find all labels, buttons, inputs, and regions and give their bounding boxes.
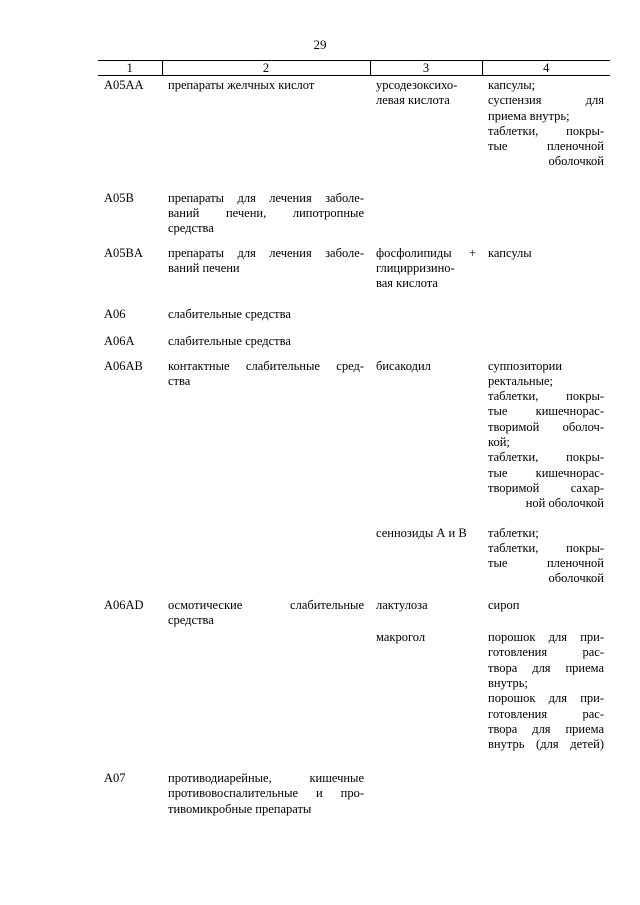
dosage-form-line: внутрь (для детей)	[488, 737, 604, 752]
dosage-form-line: готовления рас-	[488, 706, 604, 721]
dosage-form-cell	[482, 769, 610, 829]
dosage-form-line: ректальные;	[488, 373, 554, 388]
group-name-line: тивомикробные препараты	[168, 801, 312, 816]
dosage-form-line: готовления рас-	[488, 645, 604, 660]
dosage-form-line: таблетки;	[488, 525, 539, 540]
dosage-form-line: твора для приема	[488, 660, 604, 675]
dosage-form-line: творимой оболоч-	[488, 419, 604, 434]
atc-code-cell: A05BA	[104, 245, 143, 260]
substance-name-cell	[370, 357, 482, 524]
substance-name-cell	[370, 244, 482, 305]
dosage-form-line: кой;	[488, 434, 510, 449]
table-row	[98, 524, 610, 596]
dosage-form-line: капсулы;	[488, 78, 536, 92]
table-row	[98, 357, 610, 524]
group-name-line: ваний печени, липотропные	[168, 205, 364, 220]
substance-name-cell	[370, 332, 482, 357]
group-name-line: средства	[168, 221, 214, 236]
table-row	[98, 76, 610, 189]
substance-name-line: лактулоза	[376, 597, 428, 612]
page-number: 29	[313, 37, 327, 52]
atc-code-cell: A05B	[104, 190, 134, 205]
atc-code-cell: A06	[104, 306, 126, 321]
substance-name-cell	[370, 628, 482, 769]
group-name-line: противовоспалительные и про-	[168, 786, 364, 801]
dosage-form-cell	[482, 244, 610, 305]
group-name-line: ства	[168, 373, 191, 388]
dosage-form-line: внутрь;	[488, 675, 528, 690]
drug-classification-table	[98, 60, 610, 829]
dosage-form-line: оболочкой	[548, 154, 604, 169]
dosage-form-line: сироп	[488, 597, 520, 612]
group-name-cell	[162, 76, 370, 189]
dosage-form-line: таблетки, покры-	[488, 389, 604, 404]
group-name-cell	[162, 596, 370, 629]
table-row	[98, 332, 610, 357]
dosage-form-cell	[482, 305, 610, 332]
substance-name-line: урсодезоксихо-	[376, 78, 458, 92]
substance-name-line: бисакодил	[376, 358, 431, 373]
dosage-form-line: порошок для при-	[488, 630, 604, 645]
substance-name-cell	[370, 524, 482, 596]
group-name-line: слабительные средства	[168, 333, 291, 348]
column-header-1: 1	[98, 61, 162, 76]
table-row	[98, 244, 610, 305]
substance-name-line: сеннозиды А и В	[376, 525, 467, 540]
dosage-form-line: порошок для при-	[488, 691, 604, 706]
dosage-form-line: ной оболочкой	[525, 496, 604, 511]
dosage-form-cell	[482, 357, 610, 524]
table-row	[98, 628, 610, 769]
group-name-cell	[162, 189, 370, 244]
dosage-form-line: тые кишечнорас-	[488, 404, 604, 419]
group-name-cell	[162, 357, 370, 524]
atc-code-cell	[98, 524, 162, 596]
group-name-line: противодиарейные, кишечные	[168, 771, 364, 786]
dosage-form-line: таблетки, покры-	[488, 540, 604, 555]
substance-name-cell	[370, 596, 482, 629]
dosage-form-line: таблетки, покры-	[488, 123, 604, 138]
substance-name-cell	[370, 76, 482, 189]
table-row	[98, 305, 610, 332]
atc-code-cell: A06A	[104, 333, 135, 348]
dosage-form-cell	[482, 524, 610, 596]
dosage-form-line: капсулы	[488, 245, 532, 260]
dosage-form-line: творимой сахар-	[488, 480, 604, 495]
atc-code-cell: A06AD	[104, 597, 144, 612]
column-header-3: 3	[370, 61, 482, 76]
group-name-line: ваний печени	[168, 260, 240, 275]
column-header-2: 2	[162, 61, 370, 76]
substance-name-line: макрогол	[376, 630, 426, 645]
table-body	[98, 76, 610, 830]
dosage-form-cell	[482, 189, 610, 244]
group-name-cell	[162, 769, 370, 829]
substance-name-line: фосфолипиды +	[376, 245, 476, 260]
dosage-form-line: суспензия для	[488, 93, 604, 108]
substance-name-line: глицирризино-	[376, 260, 455, 275]
substance-name-cell	[370, 769, 482, 829]
dosage-form-line: тые пленочной	[488, 556, 604, 571]
dosage-form-line: тые пленочной	[488, 139, 604, 154]
atc-code-cell: A07	[104, 771, 126, 786]
table-row	[98, 769, 610, 829]
dosage-form-cell	[482, 628, 610, 769]
dosage-form-line: тые кишечнорас-	[488, 465, 604, 480]
substance-name-line: левая кислота	[376, 93, 450, 108]
substance-name-cell	[370, 189, 482, 244]
group-name-line: осмотические слабительные	[168, 597, 364, 612]
column-header-4: 4	[482, 61, 610, 76]
group-name-cell	[162, 244, 370, 305]
substance-name-cell	[370, 305, 482, 332]
group-name-cell	[162, 332, 370, 357]
dosage-form-line: оболочкой	[548, 571, 604, 586]
group-name-line: препараты желчных кислот	[168, 78, 315, 92]
table-row	[98, 596, 610, 629]
atc-code-cell: A06AB	[104, 358, 143, 373]
group-name-line: препараты для лечения заболе-	[168, 190, 364, 205]
group-name-line: средства	[168, 612, 214, 627]
group-name-line: контактные слабительные сред-	[168, 358, 364, 373]
table-row	[98, 189, 610, 244]
dosage-form-cell	[482, 332, 610, 357]
dosage-form-cell	[482, 76, 610, 189]
group-name-cell	[162, 524, 370, 596]
group-name-line: препараты для лечения заболе-	[168, 245, 364, 260]
group-name-cell	[162, 628, 370, 769]
dosage-form-line: таблетки, покры-	[488, 450, 604, 465]
dosage-form-line: суппозитории	[488, 358, 563, 373]
group-name-line: слабительные средства	[168, 306, 291, 321]
substance-name-line: вая кислота	[376, 276, 438, 291]
atc-code-cell: A05AA	[104, 78, 144, 92]
table-header	[98, 61, 610, 76]
group-name-cell	[162, 305, 370, 332]
atc-code-cell	[98, 628, 162, 769]
dosage-form-cell	[482, 596, 610, 629]
dosage-form-line: приема внутрь;	[488, 108, 570, 123]
dosage-form-line: твора для приема	[488, 721, 604, 736]
